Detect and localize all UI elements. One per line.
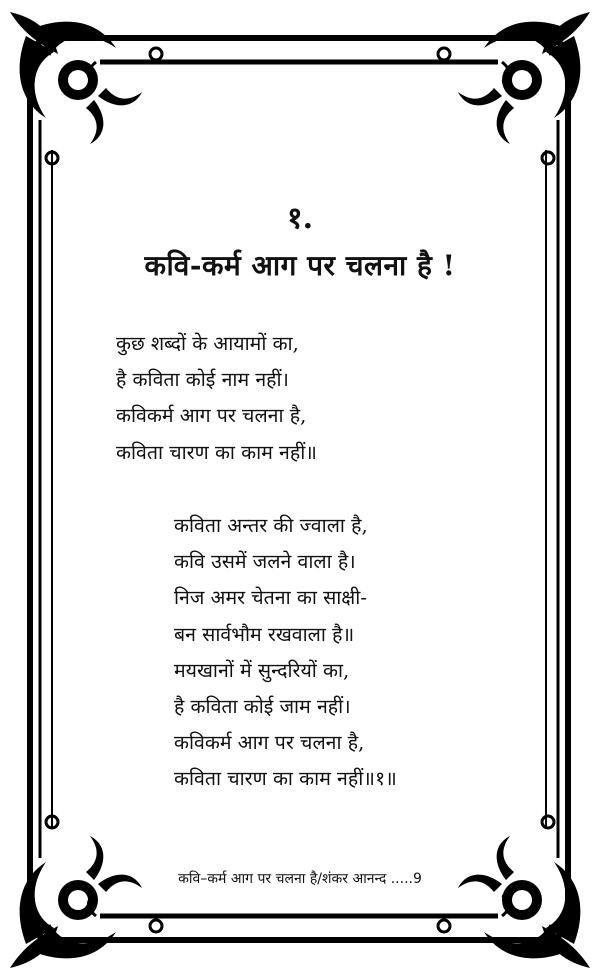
poem-line: कुछ शब्दों के आयामों का, <box>116 332 299 355</box>
poem-line: है कविता कोई नाम नहीं। <box>116 368 289 392</box>
poem-line: है कविता कोई जाम नहीं। <box>174 695 351 719</box>
stanza-1 <box>116 326 317 471</box>
poem-line: कवि उसमें जलने वाला है। <box>174 550 356 574</box>
poem-number: १. <box>286 201 314 236</box>
poem-line: कविता चारण का काम नहीं॥१॥ <box>174 767 397 791</box>
page-footer: कवि–कर्म आग पर चलना है/शंकर आनन्द .....9 <box>178 871 422 887</box>
poem-line: कविकर्म आग पर चलना है, <box>116 404 307 428</box>
poem-line: कविता अन्तर की ज्वाला है, <box>174 514 368 537</box>
poem-line: बन सार्वभौम रखवाला है॥ <box>174 622 355 646</box>
poem-line: मयखानों में सुन्दरियों का, <box>174 658 350 682</box>
stanza-2 <box>174 508 397 798</box>
poem-line: कविता चारण का काम नहीं॥ <box>116 440 317 464</box>
poem-line: निज अमर चेतना का साक्षी- <box>174 586 367 610</box>
poem-title: कवि-कर्म आग पर चलना है ! <box>144 249 456 282</box>
poem-line: कविकर्म आग पर चलना है, <box>174 731 365 755</box>
